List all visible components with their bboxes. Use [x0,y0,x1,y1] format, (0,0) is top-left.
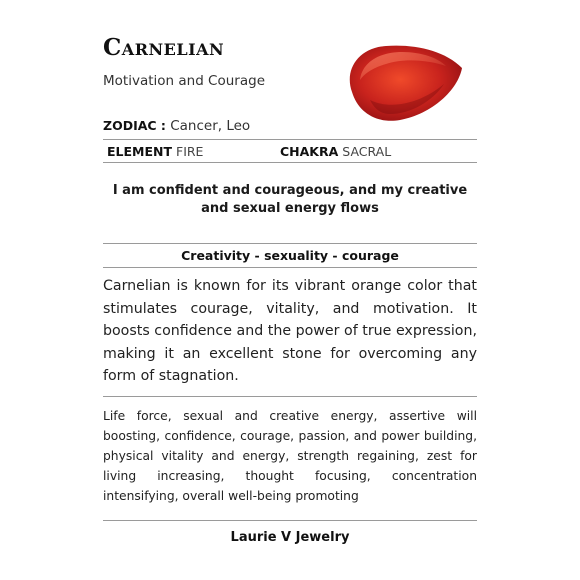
description: Carnelian is known for its vibrant orange color that stimulates courage, vitality, and motivation. It boosts confidence and the power of true expression, making it an excellent stone for overcoming any form of stagnation. [103,278,477,384]
element-label: ELEMENT [107,144,173,159]
brand-name: Laurie V Jewelry [230,530,350,545]
element-value: FIRE [176,144,204,159]
chakra-value: SACRAL [342,144,392,159]
zodiac-row [103,118,250,134]
element-row [107,144,203,159]
divider [103,162,477,163]
divider [103,520,477,521]
keywords: Creativity - sexuality - courage [181,248,399,263]
divider [103,243,477,244]
zodiac-value: Cancer, Leo [170,118,251,134]
chakra-label: CHAKRA [280,144,339,159]
divider [103,396,477,397]
divider [103,267,477,268]
affirmation: I am confident and courageous, and my creative and sexual energy flows [112,183,468,216]
zodiac-label: ZODIAC : [103,118,166,133]
carnelian-stone-icon [340,40,466,124]
properties: Life force, sexual and creative energy, assertive will boosting, confidence, courage, passion, and power building, physical vitality and energy, strength regaining, zest for living increasing, thought focusing, concentration intensifying, overall well-being promoting [103,409,477,503]
stone-subtitle: Motivation and Courage [103,73,265,89]
divider [103,139,477,140]
stone-title: Carnelian [103,34,225,61]
chakra-row [280,144,391,159]
